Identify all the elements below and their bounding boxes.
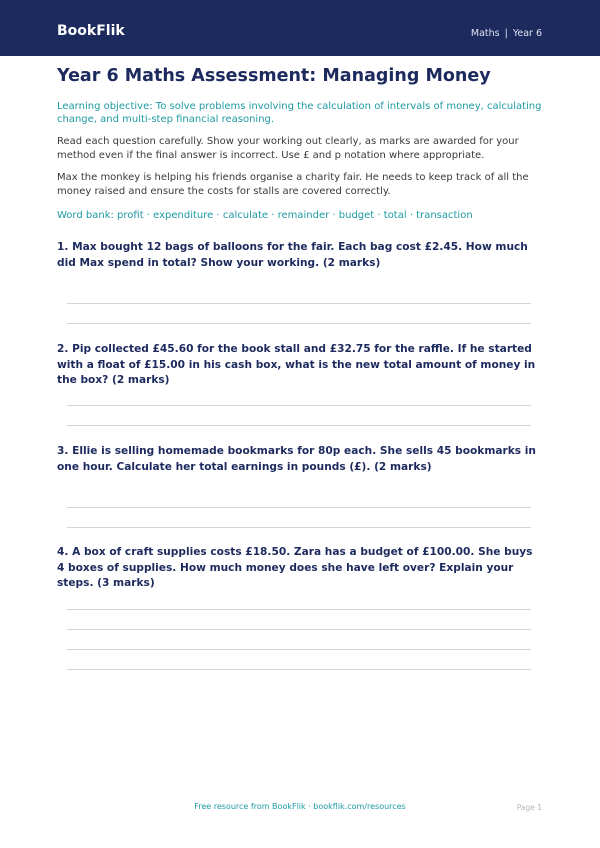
answer-line[interactable]	[67, 629, 531, 630]
breadcrumb-subject[interactable]: Maths	[470, 28, 500, 39]
answer-line[interactable]	[67, 425, 531, 426]
instructions-text: Read each question carefully. Show your working out clearly, as marks are awarded for your method even if the final answer is incorrect. Use £ and p notation where appropriate.	[57, 136, 519, 161]
context-text: Max the monkey is helping his friends organise a charity fair. He needs to keep track of all the money raised and ensure the costs for stalls are covered correctly.	[57, 172, 529, 197]
answer-line[interactable]	[67, 323, 531, 324]
answer-line[interactable]	[67, 507, 531, 508]
answer-line[interactable]	[67, 405, 531, 406]
question-4: 4. A box of craft supplies costs £18.50. Zara has a budget of £100.00. She buys 4 boxes of supplies. How much money does she have left over? Explain your steps. (3 marks)	[57, 546, 533, 589]
breadcrumb-separator: |	[504, 28, 508, 39]
breadcrumb-year[interactable]: Year 6	[512, 28, 542, 39]
question-2: 2. Pip collected £45.60 for the book stall and £32.75 for the raffle. If he started with a float of £15.00 in his cash box, what is the new total amount of money in the box? (2 marks)	[57, 343, 536, 386]
answer-line[interactable]	[67, 303, 531, 304]
footer-link[interactable]: Free resource from BookFlik · bookflik.com/resources	[194, 802, 406, 811]
intro-section	[57, 64, 543, 222]
answer-line[interactable]	[67, 527, 531, 528]
answer-line[interactable]	[67, 669, 531, 670]
word-bank: Word bank: profit · expenditure · calculate · remainder · budget · total · transaction	[57, 210, 473, 221]
answer-line[interactable]	[67, 649, 531, 650]
page-header	[0, 0, 600, 56]
learning-objective: Learning objective: To solve problems involving the calculation of intervals of money, calculating change, and multi-step financial reasoning.	[57, 101, 542, 125]
question-3: 3. Ellie is selling homemade bookmarks for 80p each. She sells 45 bookmarks in one hour. Calculate her total earnings in pounds (£). (2 marks)	[57, 445, 536, 473]
question-1: 1. Max bought 12 bags of balloons for the fair. Each bag cost £2.45. How much did Max spend in total? Show your working. (2 marks)	[57, 241, 528, 269]
brand-logo[interactable]: BookFlik	[57, 23, 125, 39]
answer-line[interactable]	[67, 609, 531, 610]
page-title: Year 6 Maths Assessment: Managing Money	[57, 66, 491, 86]
breadcrumb	[471, 28, 542, 39]
page-number: Page 1	[516, 803, 542, 812]
